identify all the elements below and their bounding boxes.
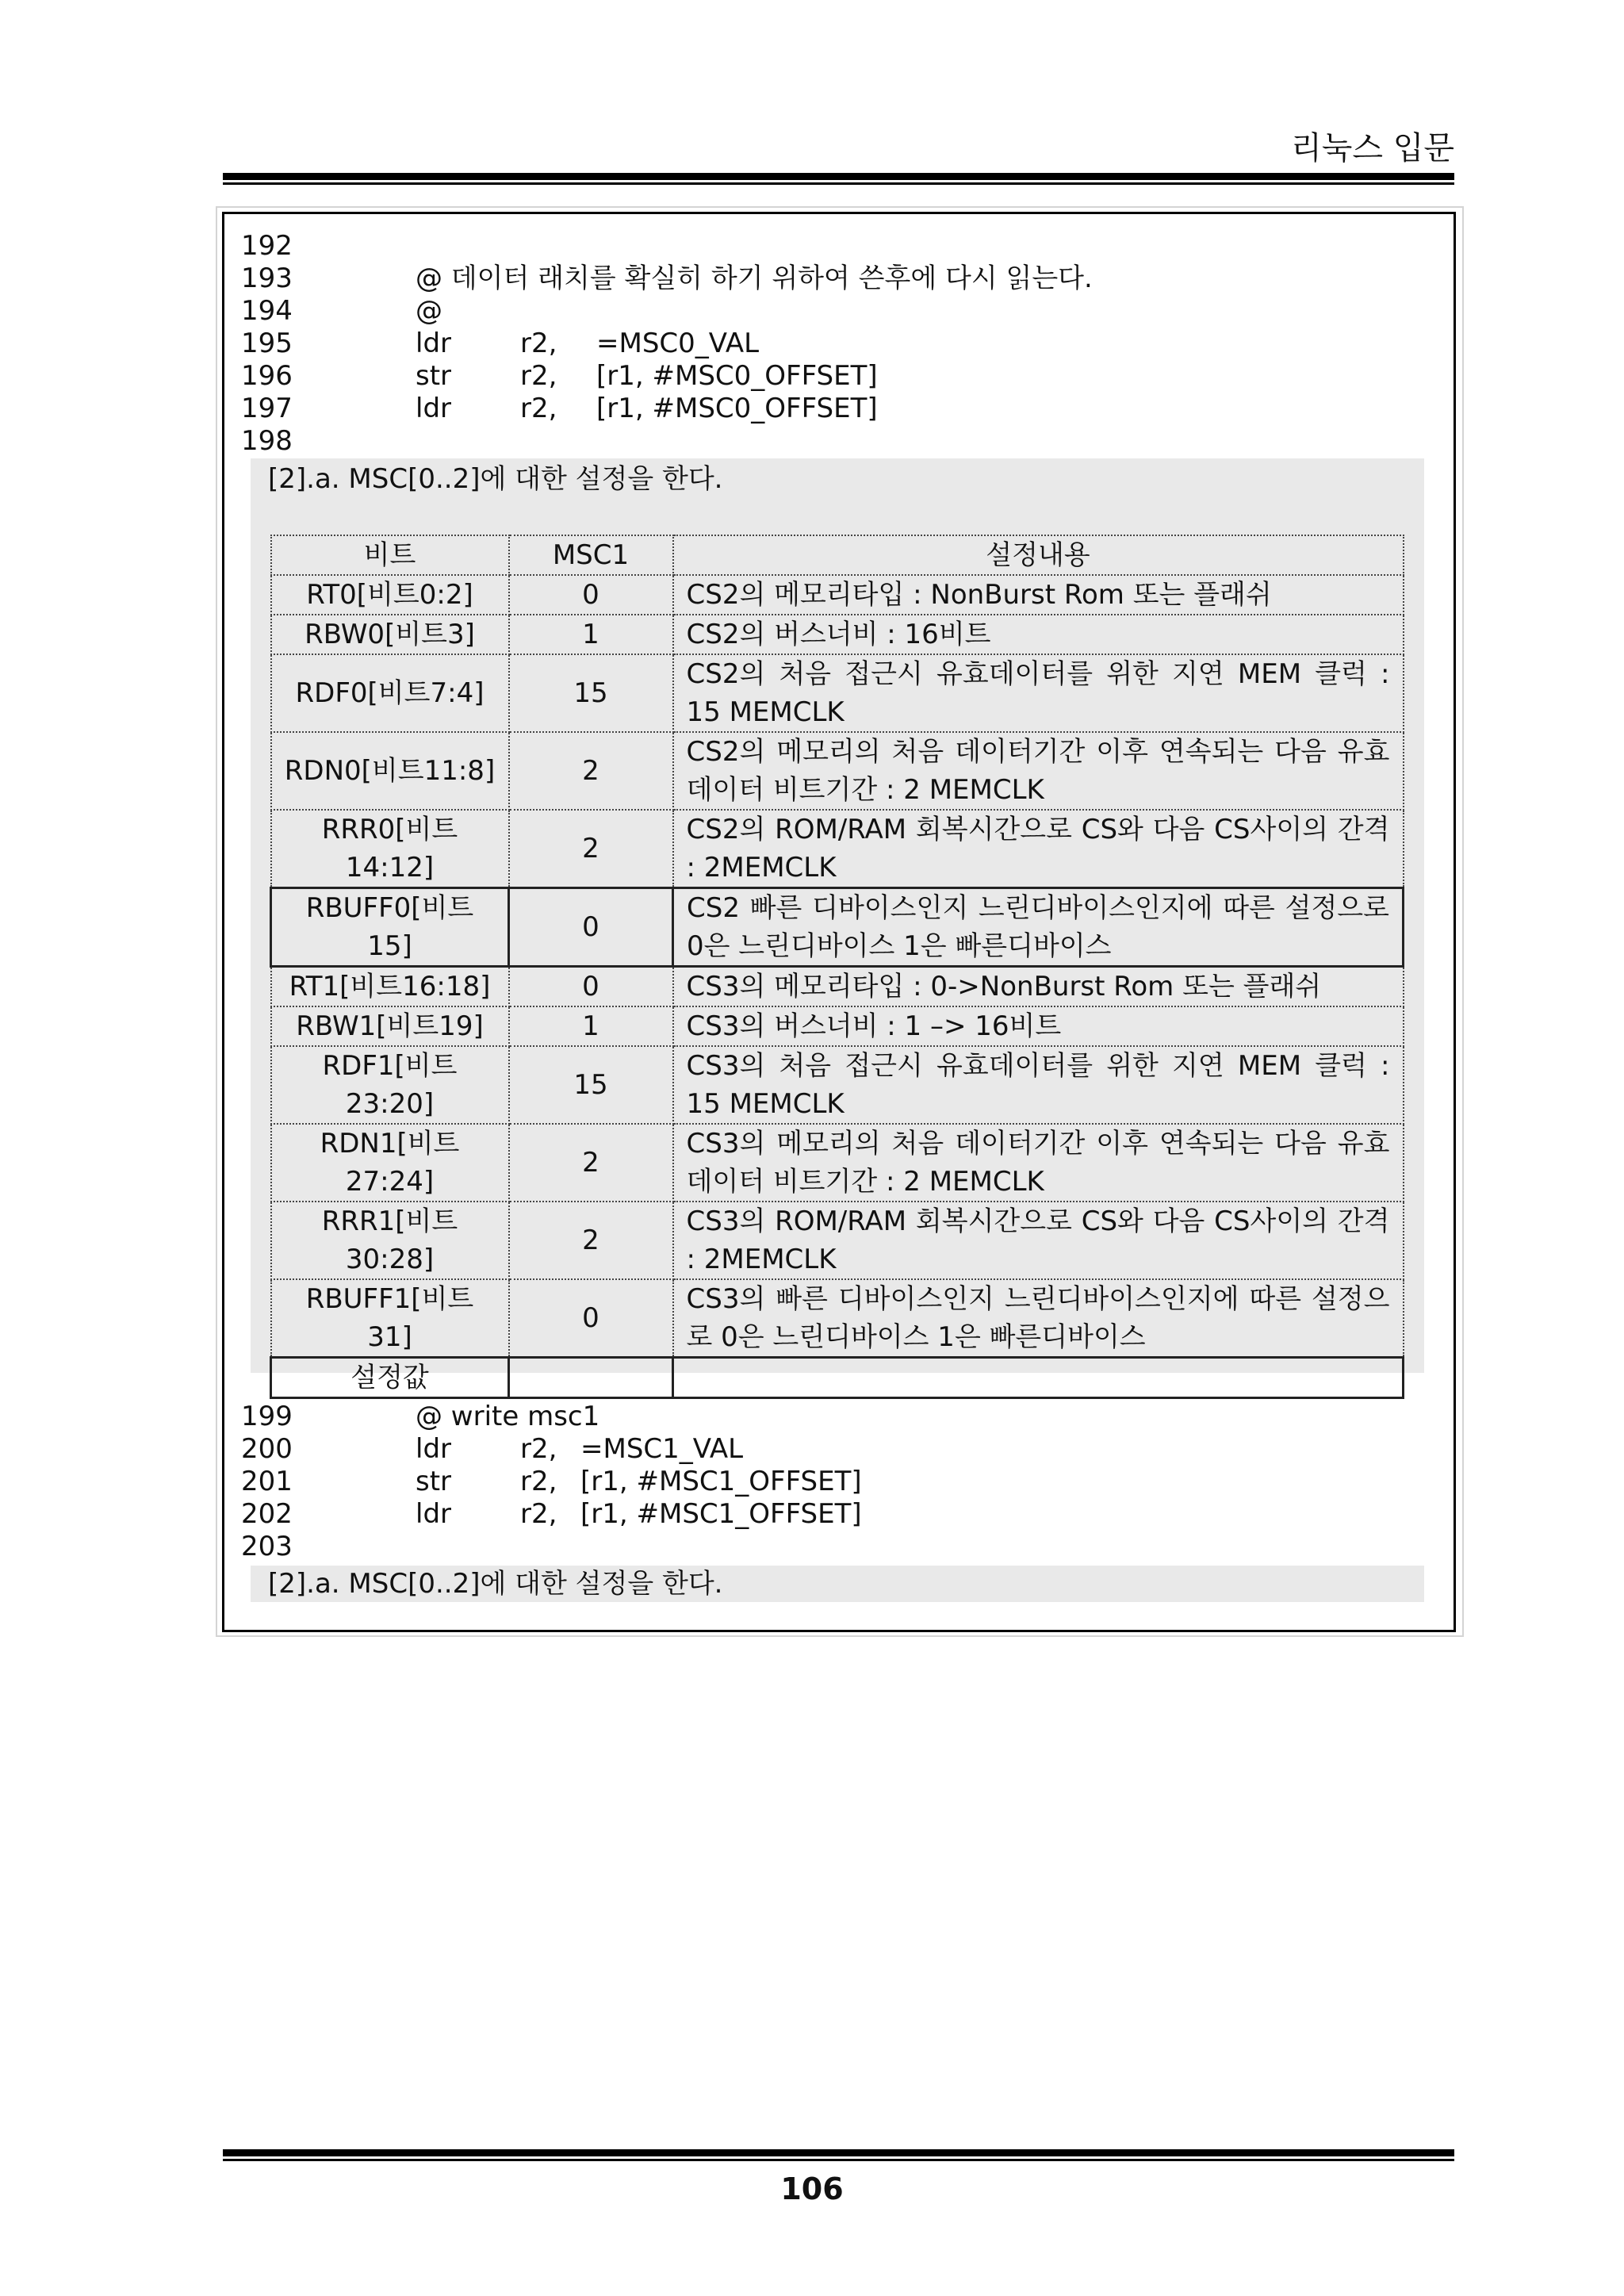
code-register: r2, <box>520 1433 557 1465</box>
line-number: 203 <box>241 1531 293 1562</box>
bit-field: RRR1[비트 30:28] <box>271 1202 509 1279</box>
line-number: 192 <box>241 230 293 262</box>
table-row <box>271 654 1404 732</box>
msc1-value: 0 <box>509 967 673 1007</box>
code-line <box>241 1433 744 1465</box>
setting-description: CS3의 메모리의 처음 데이터기간 이후 연속되는 다음 유효 데이터 비트기간 : 2 MEMCLK <box>673 1124 1404 1202</box>
code-instruction: str <box>416 360 452 392</box>
code-register: r2, <box>520 393 557 424</box>
header-rule-thick <box>223 173 1454 180</box>
code-register: r2, <box>520 1498 557 1530</box>
code-line <box>241 425 293 457</box>
setting-description: CS3의 ROM/RAM 회복시간으로 CS와 다음 CS사이의 간격 : 2MEMCLK <box>673 1202 1404 1279</box>
line-number: 200 <box>241 1433 293 1465</box>
code-operand: =MSC1_VAL <box>580 1433 744 1465</box>
code-instruction: ldr <box>416 328 452 359</box>
setting-description: CS2의 처음 접근시 유효데이터를 위한 지연 MEM 클럭 : 15 MEMCLK <box>673 654 1404 732</box>
msc1-value: 1 <box>509 615 673 654</box>
bit-field: RRR0[비트 14:12] <box>271 810 509 888</box>
setting-description: CS2의 메모리의 처음 데이터기간 이후 연속되는 다음 유효 데이터 비트기간 : 2 MEMCLK <box>673 732 1404 810</box>
table-row <box>271 1279 1404 1358</box>
line-number: 198 <box>241 425 293 457</box>
setting-description: CS2의 메모리타입 : NonBurst Rom 또는 플래쉬 <box>673 575 1404 615</box>
line-number: 195 <box>241 328 293 359</box>
register-table <box>270 535 1404 1399</box>
bit-field: RBW1[비트19] <box>271 1006 509 1046</box>
footer-rule-thin <box>223 2159 1454 2161</box>
code-line <box>241 1531 293 1562</box>
column-header: MSC1 <box>509 535 673 575</box>
line-number: 199 <box>241 1401 293 1432</box>
table-row <box>271 575 1404 615</box>
code-comment: @ 데이터 래치를 확실히 하기 위하여 쓴후에 다시 읽는다. <box>416 263 1093 294</box>
code-operand: [r1, #MSC1_OFFSET] <box>580 1498 862 1530</box>
table-header-row <box>271 535 1404 575</box>
table-row <box>271 615 1404 654</box>
code-comment: @ write msc1 <box>416 1401 600 1432</box>
code-operand: [r1, #MSC1_OFFSET] <box>580 1466 862 1497</box>
bit-field: RT1[비트16:18] <box>271 967 509 1007</box>
setting-value-cell <box>673 1358 1404 1398</box>
msc1-value: 1 <box>509 1006 673 1046</box>
code-operand: =MSC0_VAL <box>596 328 760 359</box>
code-register: r2, <box>520 1466 557 1497</box>
code-line <box>241 1498 862 1530</box>
code-line <box>241 230 293 262</box>
table-row <box>271 810 1404 888</box>
code-comment: @ <box>416 295 442 327</box>
bit-field: RDF0[비트7:4] <box>271 654 509 732</box>
table-row <box>271 1124 1404 1202</box>
table-row <box>271 967 1404 1007</box>
line-number: 197 <box>241 393 293 424</box>
msc1-value: 0 <box>509 575 673 615</box>
bit-field: RBW0[비트3] <box>271 615 509 654</box>
bit-field: RT0[비트0:2] <box>271 575 509 615</box>
table-row <box>271 888 1404 967</box>
bit-field: RDF1[비트 23:20] <box>271 1046 509 1124</box>
table-row <box>271 1202 1404 1279</box>
table-row <box>271 732 1404 810</box>
setting-value-label: 설정값 <box>271 1358 509 1398</box>
code-instruction: ldr <box>416 393 452 424</box>
code-line <box>241 393 878 424</box>
footer-rule-thick <box>223 2149 1454 2156</box>
bit-field: RBUFF1[비트 31] <box>271 1279 509 1358</box>
code-line <box>241 295 442 327</box>
code-register: r2, <box>520 328 557 359</box>
running-header: 리눅스 입문 <box>1291 130 1454 167</box>
code-line <box>241 360 878 392</box>
setting-description: CS2의 버스너비 : 16비트 <box>673 615 1404 654</box>
column-header: 비트 <box>271 535 509 575</box>
code-line <box>241 1466 862 1497</box>
msc1-value: 15 <box>509 1046 673 1124</box>
msc1-value: 2 <box>509 1202 673 1279</box>
setting-description: CS3의 메모리타입 : 0->NonBurst Rom 또는 플래쉬 <box>673 967 1404 1007</box>
msc1-value: 0 <box>509 1279 673 1358</box>
line-number: 202 <box>241 1498 293 1530</box>
page-number: 106 <box>780 2171 844 2206</box>
setting-description: CS3의 버스너비 : 1 –> 16비트 <box>673 1006 1404 1046</box>
section-title: [2].a. MSC[0..2]에 대한 설정을 한다. <box>268 1568 723 1600</box>
table-row <box>271 1046 1404 1124</box>
line-number: 194 <box>241 295 293 327</box>
code-instruction: ldr <box>416 1498 452 1530</box>
code-instruction: ldr <box>416 1433 452 1465</box>
line-number: 193 <box>241 263 293 294</box>
code-operand: [r1, #MSC0_OFFSET] <box>596 393 878 424</box>
bit-field: RDN0[비트11:8] <box>271 732 509 810</box>
setting-description: CS3의 처음 접근시 유효데이터를 위한 지연 MEM 클럭 : 15 MEMCLK <box>673 1046 1404 1124</box>
code-line <box>241 1401 600 1432</box>
msc1-value: 2 <box>509 732 673 810</box>
setting-description: CS2의 ROM/RAM 회복시간으로 CS와 다음 CS사이의 간격 : 2MEMCLK <box>673 810 1404 888</box>
setting-description: CS3의 빠른 디바이스인지 느린디바이스인지에 따른 설정으로 0은 느린디바이스 1은 빠른디바이스 <box>673 1279 1404 1358</box>
msc1-value: 0 <box>509 888 673 967</box>
code-register: r2, <box>520 360 557 392</box>
bit-field: RDN1[비트 27:24] <box>271 1124 509 1202</box>
table-row <box>271 1006 1404 1046</box>
column-header: 설정내용 <box>673 535 1404 575</box>
code-line <box>241 263 1093 294</box>
setting-value-cell <box>509 1358 673 1398</box>
msc1-value: 2 <box>509 1124 673 1202</box>
table-footer-row <box>271 1358 1404 1398</box>
line-number: 201 <box>241 1466 293 1497</box>
code-line <box>241 328 760 359</box>
code-instruction: str <box>416 1466 452 1497</box>
section-title: [2].a. MSC[0..2]에 대한 설정을 한다. <box>268 463 723 495</box>
setting-description: CS2 빠른 디바이스인지 느린디바이스인지에 따른 설정으로 0은 느린디바이스 1은 빠른디바이스 <box>673 888 1404 967</box>
msc1-value: 2 <box>509 810 673 888</box>
bit-field: RBUFF0[비트 15] <box>271 888 509 967</box>
line-number: 196 <box>241 360 293 392</box>
msc1-value: 15 <box>509 654 673 732</box>
code-operand: [r1, #MSC0_OFFSET] <box>596 360 878 392</box>
header-rule-thin <box>223 182 1454 185</box>
